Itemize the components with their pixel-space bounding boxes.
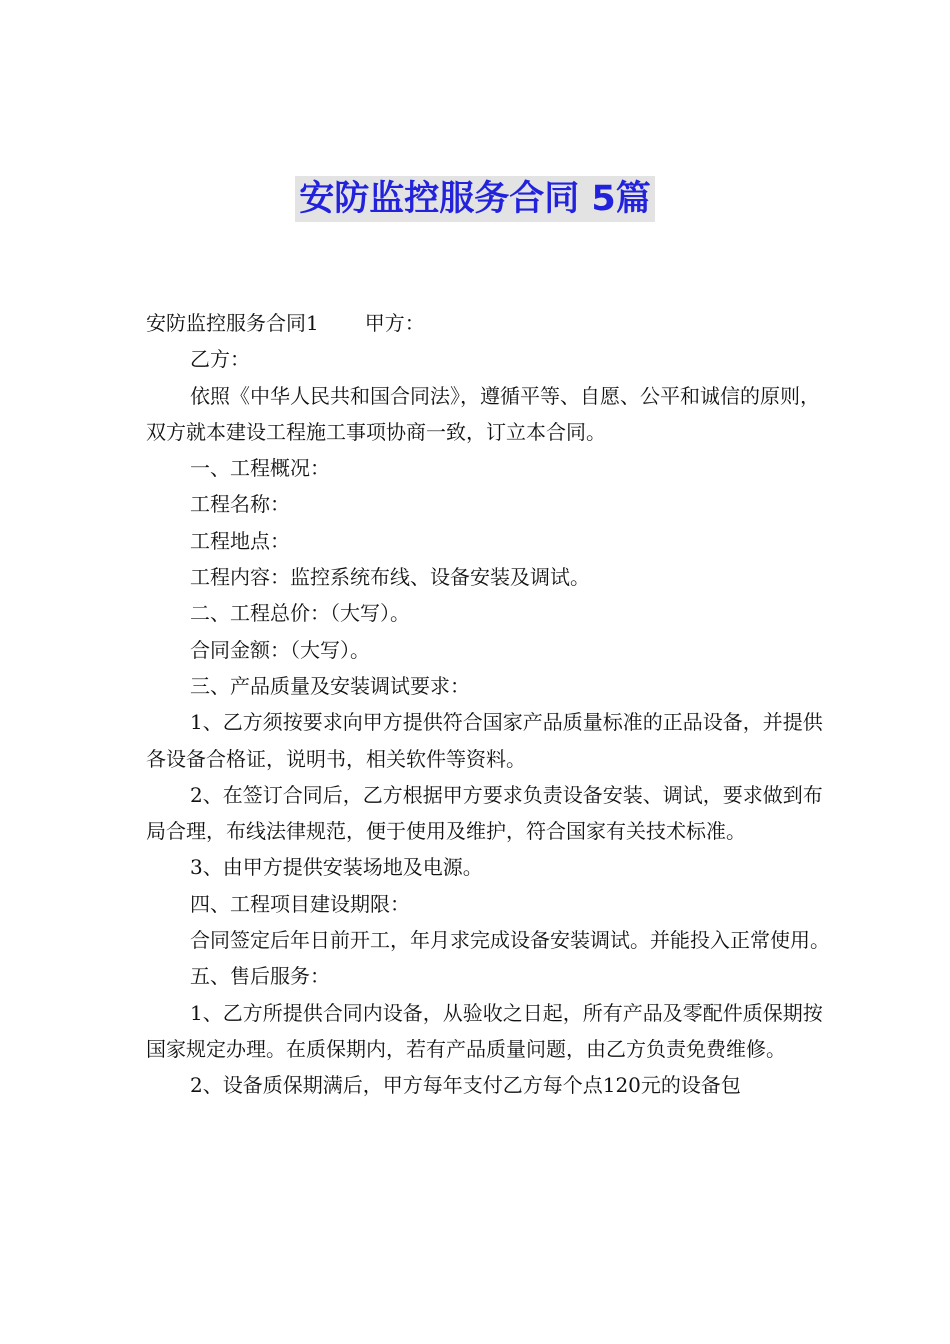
paragraph: 合同金额：（大写）。	[190, 637, 370, 662]
paragraph: 2、在签订合同后，乙方根据甲方要求负责设备安装、调试，要求做到布局合理，布线法律规范，便于使用及维护，符合国家有关技术标准。	[146, 782, 823, 844]
paragraph: 工程地点：	[190, 528, 290, 553]
paragraph: 工程名称：	[190, 492, 290, 517]
document-title-block	[0, 176, 950, 222]
document-body	[146, 305, 836, 1104]
paragraph: 合同签定后年日前开工，年月求完成设备安装调试。并能投入正常使用。	[190, 928, 830, 953]
paragraph: 1、乙方须按要求向甲方提供符合国家产品质量标准的正品设备，并提供各设备合格证，说明书，相关软件等资料。	[146, 710, 823, 771]
paragraph: 四、工程项目建设期限：	[190, 891, 410, 916]
contract-heading: 安防监控服务合同1	[146, 311, 319, 335]
paragraph: 三、产品质量及安装调试要求：	[190, 673, 470, 698]
document-title: 安防监控服务合同 5篇	[295, 176, 655, 222]
paragraph: 3、由甲方提供安装场地及电源。	[190, 855, 483, 880]
paragraph: 一、工程概况：	[190, 456, 330, 481]
paragraph: 工程内容：监控系统布线、设备安装及调试。	[190, 565, 590, 590]
contract-heading-line	[146, 305, 836, 341]
party-b-label: 乙方：	[190, 347, 250, 372]
paragraph: 五、售后服务：	[190, 964, 330, 989]
paragraph: 二、工程总价：（大写）。	[190, 601, 410, 626]
paragraph: 1、乙方所提供合同内设备，从验收之日起，所有产品及零配件质保期按国家规定办理。在质保期内，若有产品质量问题，由乙方负责免费维修。	[146, 1000, 823, 1061]
paragraph: 依照《中华人民共和国合同法》，遵循平等、自愿、公平和诚信的原则，双方就本建设工程施工事项协商一致，订立本合同。	[146, 383, 820, 444]
paragraph: 2、设备质保期满后，甲方每年支付乙方每个点120元的设备包	[190, 1073, 741, 1098]
party-a-label: 甲方：	[364, 311, 425, 335]
